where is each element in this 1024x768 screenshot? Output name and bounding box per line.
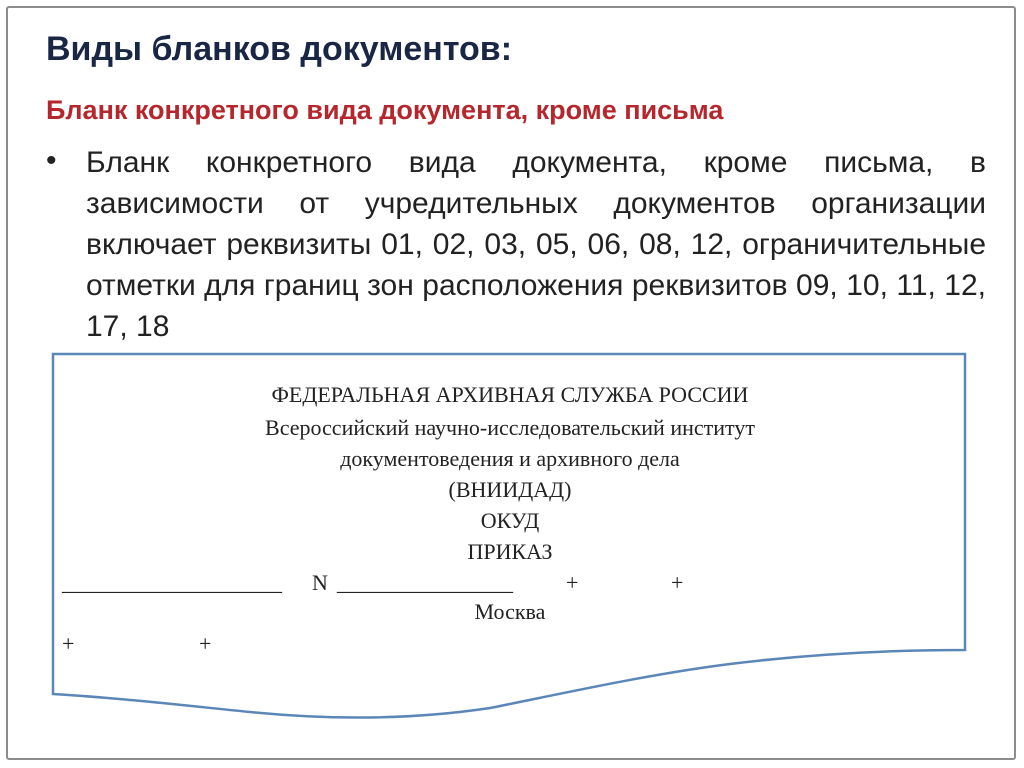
form-city: Москва xyxy=(474,599,546,624)
slide-subtitle: Бланк конкретного вида документа, кроме письма xyxy=(46,95,724,125)
form-abbreviation: (ВНИИДАД) xyxy=(448,477,572,502)
form-number-label: N xyxy=(312,570,328,595)
form-date-field: ____________________ xyxy=(62,570,282,595)
form-boundary-mark: + xyxy=(671,570,684,595)
form-boundary-mark: + xyxy=(62,631,75,656)
form-border xyxy=(53,354,965,718)
form-boundary-mark: + xyxy=(199,631,212,656)
form-institute-line2: документоведения и архивного дела xyxy=(340,446,680,471)
bullet-marker: • xyxy=(46,144,57,177)
form-boundary-mark: + xyxy=(566,570,579,595)
bullet-text: Бланк конкретного вида документа, кроме письма, в зависимости от учредительных документов организации включает реквизиты 01, 02, 03, 05, 06, 08, 12, ограничительные отметки для границ зон расположения реквизитов 09, 10, 11, 12, 17, 18 xyxy=(86,146,986,343)
form-agency: ФЕДЕРАЛЬНАЯ АРХИВНАЯ СЛУЖБА РОССИИ xyxy=(271,382,749,407)
form-institute-line1: Всероссийский научно-исследовательский институт xyxy=(265,415,755,440)
form-number-field: ________________ xyxy=(337,570,513,595)
form-doc-type: ПРИКАЗ xyxy=(467,539,553,564)
form-okud-code: ОКУД xyxy=(480,508,540,533)
slide-title: Виды бланков документов: xyxy=(46,30,513,68)
form-sample xyxy=(50,352,970,722)
